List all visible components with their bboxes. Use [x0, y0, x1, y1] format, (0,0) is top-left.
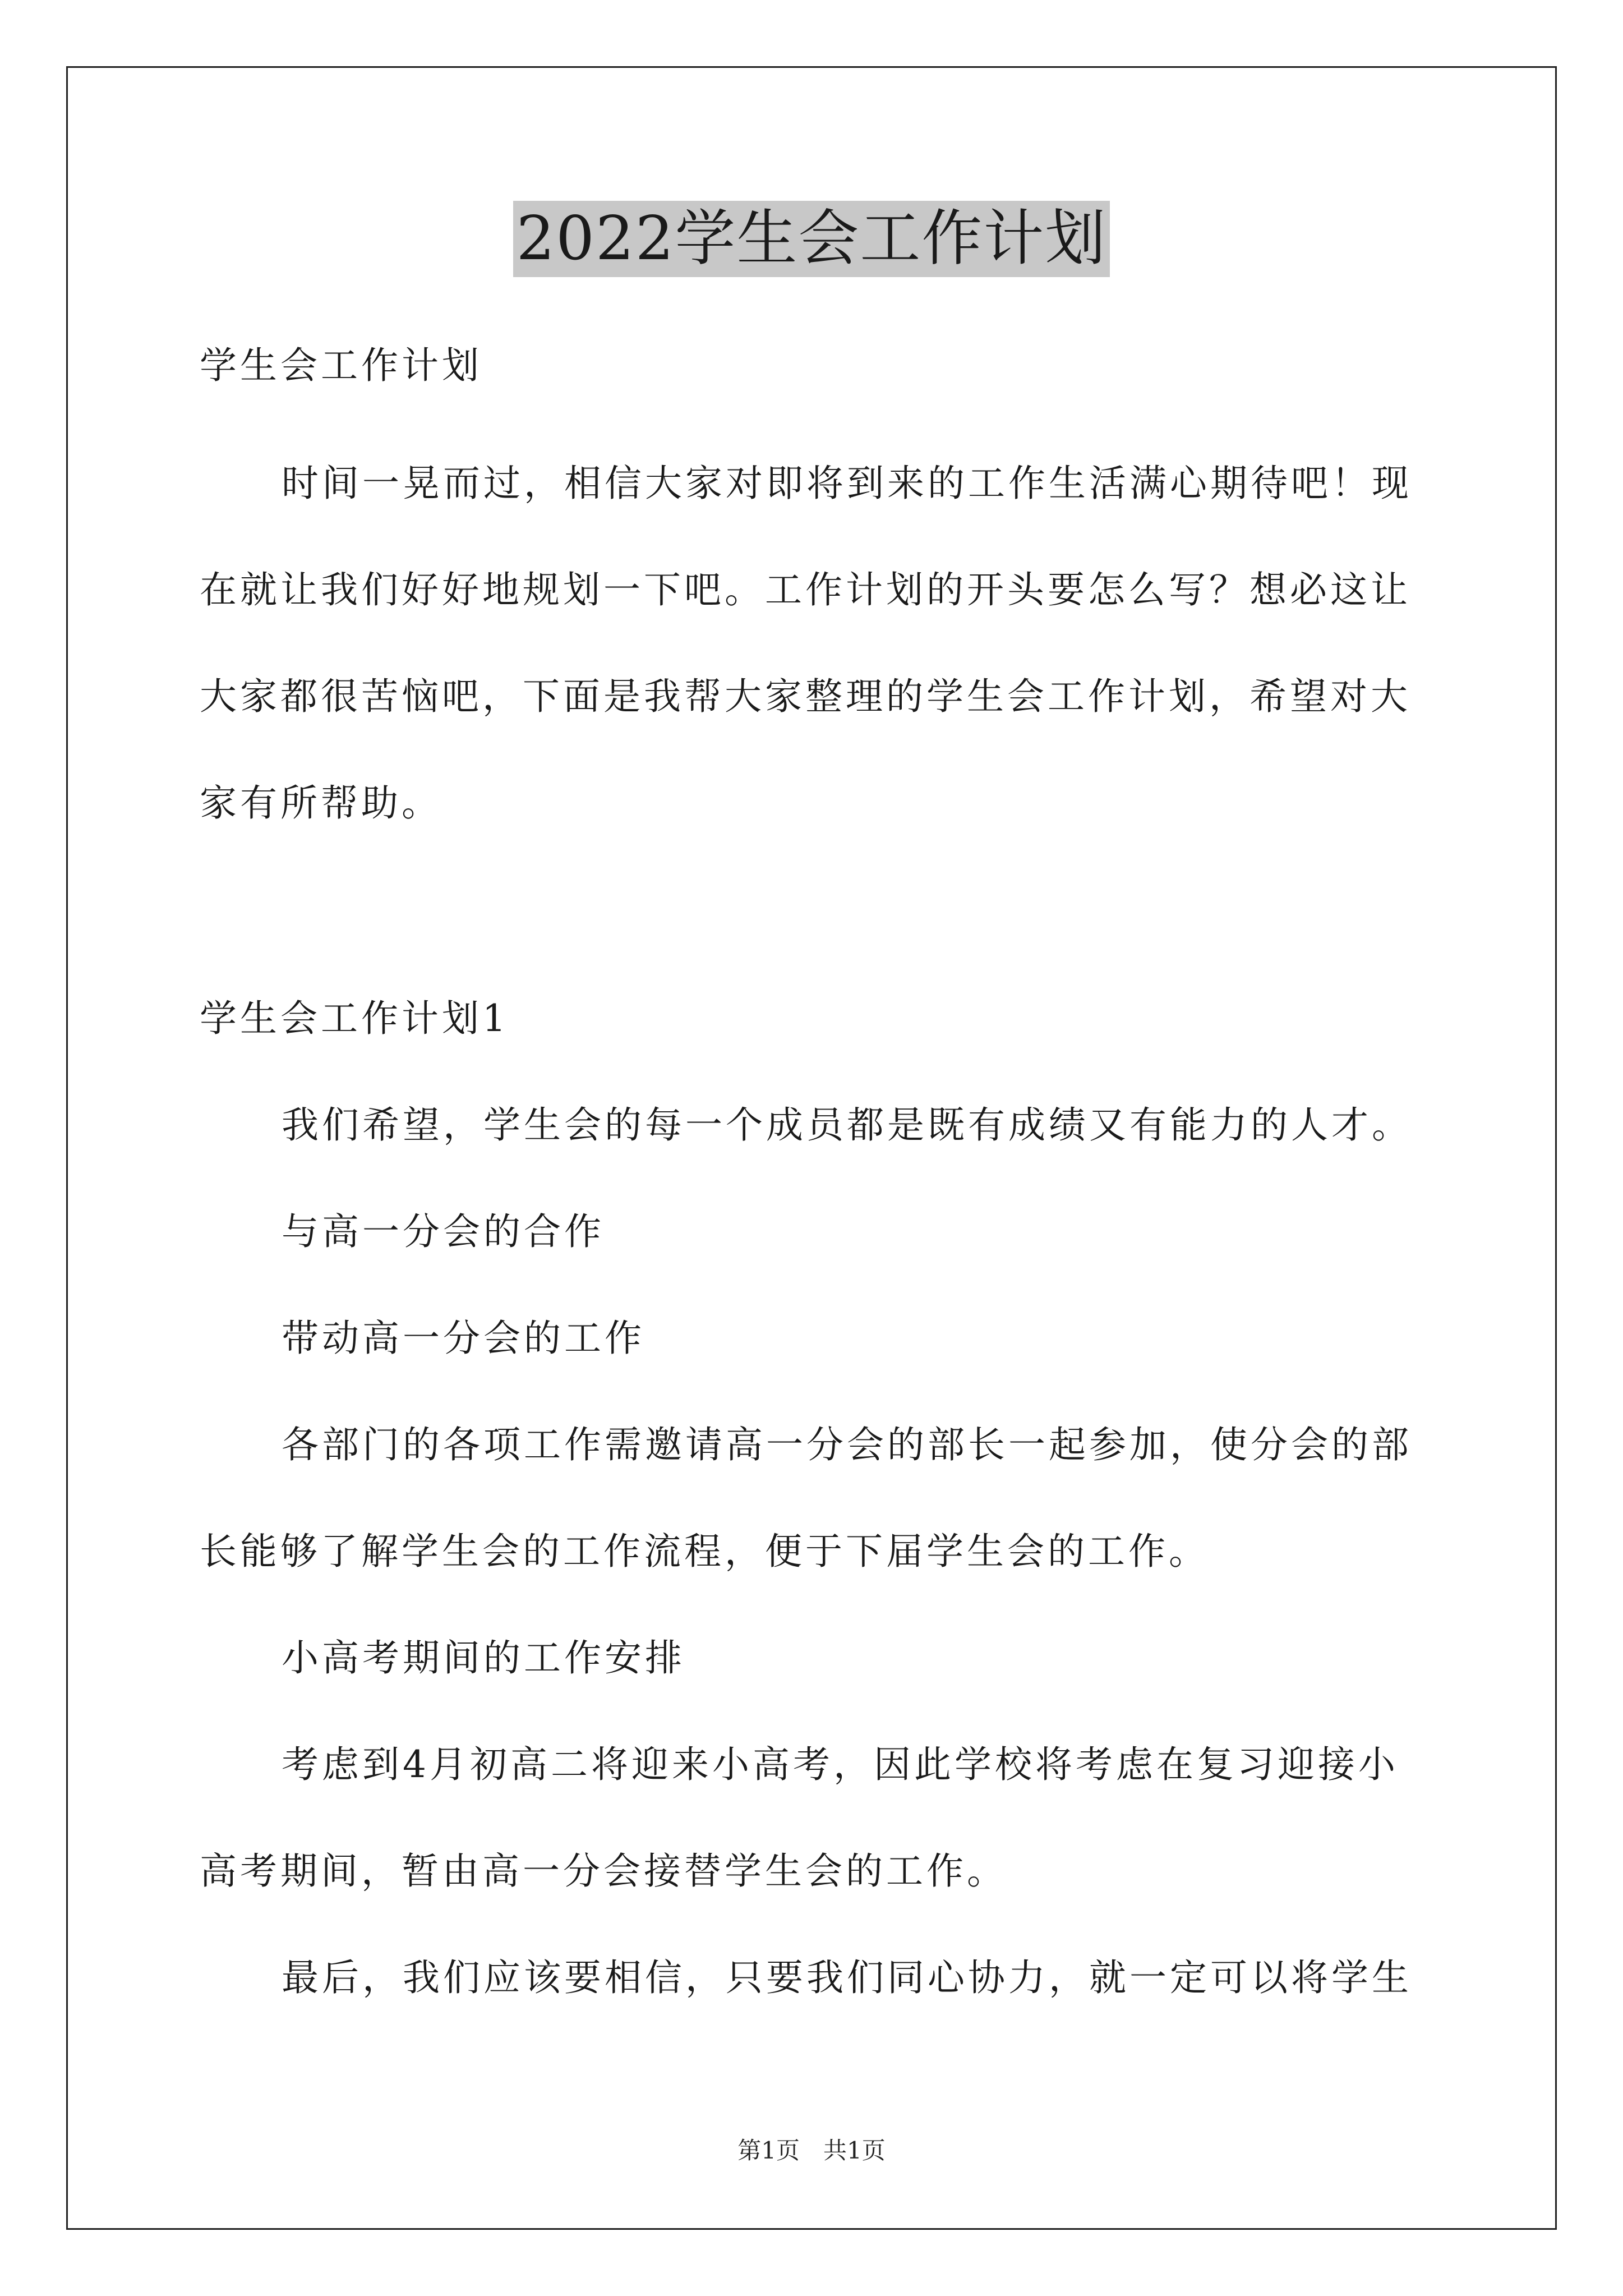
paragraph-line: 大家都很苦恼吧，下面是我帮大家整理的学生会工作计划，希望对大	[200, 675, 1411, 718]
page-footer: 第1页 共1页	[737, 2137, 886, 2164]
paragraph-line: 考虑到4月初高二将迎来小高考，因此学校将考虑在复习迎接小	[282, 1743, 1399, 1786]
section-heading: 学生会工作计划	[200, 344, 482, 387]
paragraph-line: 最后，我们应该要相信，只要我们同心协力，就一定可以将学生	[282, 1956, 1412, 1999]
paragraph-line: 在就让我们好好地规划一下吧。工作计划的开头要怎么写？想必这让	[200, 568, 1411, 611]
paragraph-line: 各部门的各项工作需邀请高一分会的部长一起参加，使分会的部	[282, 1423, 1412, 1466]
section-heading: 学生会工作计划1	[200, 997, 509, 1040]
paragraph-line: 小高考期间的工作安排	[282, 1636, 685, 1680]
paragraph-line: 带动高一分会的工作	[282, 1317, 645, 1360]
page-border	[66, 66, 1557, 2230]
paragraph-line: 高考期间，暂由高一分会接替学生会的工作。	[200, 1849, 1007, 1893]
paragraph-line: 与高一分会的合作	[282, 1210, 605, 1253]
paragraph-line: 家有所帮助。	[200, 781, 442, 825]
document-title: 2022学生会工作计划	[513, 201, 1110, 277]
paragraph-line: 长能够了解学生会的工作流程，便于下届学生会的工作。	[200, 1530, 1209, 1573]
paragraph-line: 时间一晃而过，相信大家对即将到来的工作生活满心期待吧！现	[282, 462, 1412, 505]
paragraph-line: 我们希望，学生会的每一个成员都是既有成绩又有能力的人才。	[282, 1103, 1412, 1147]
title-container	[0, 201, 1623, 277]
